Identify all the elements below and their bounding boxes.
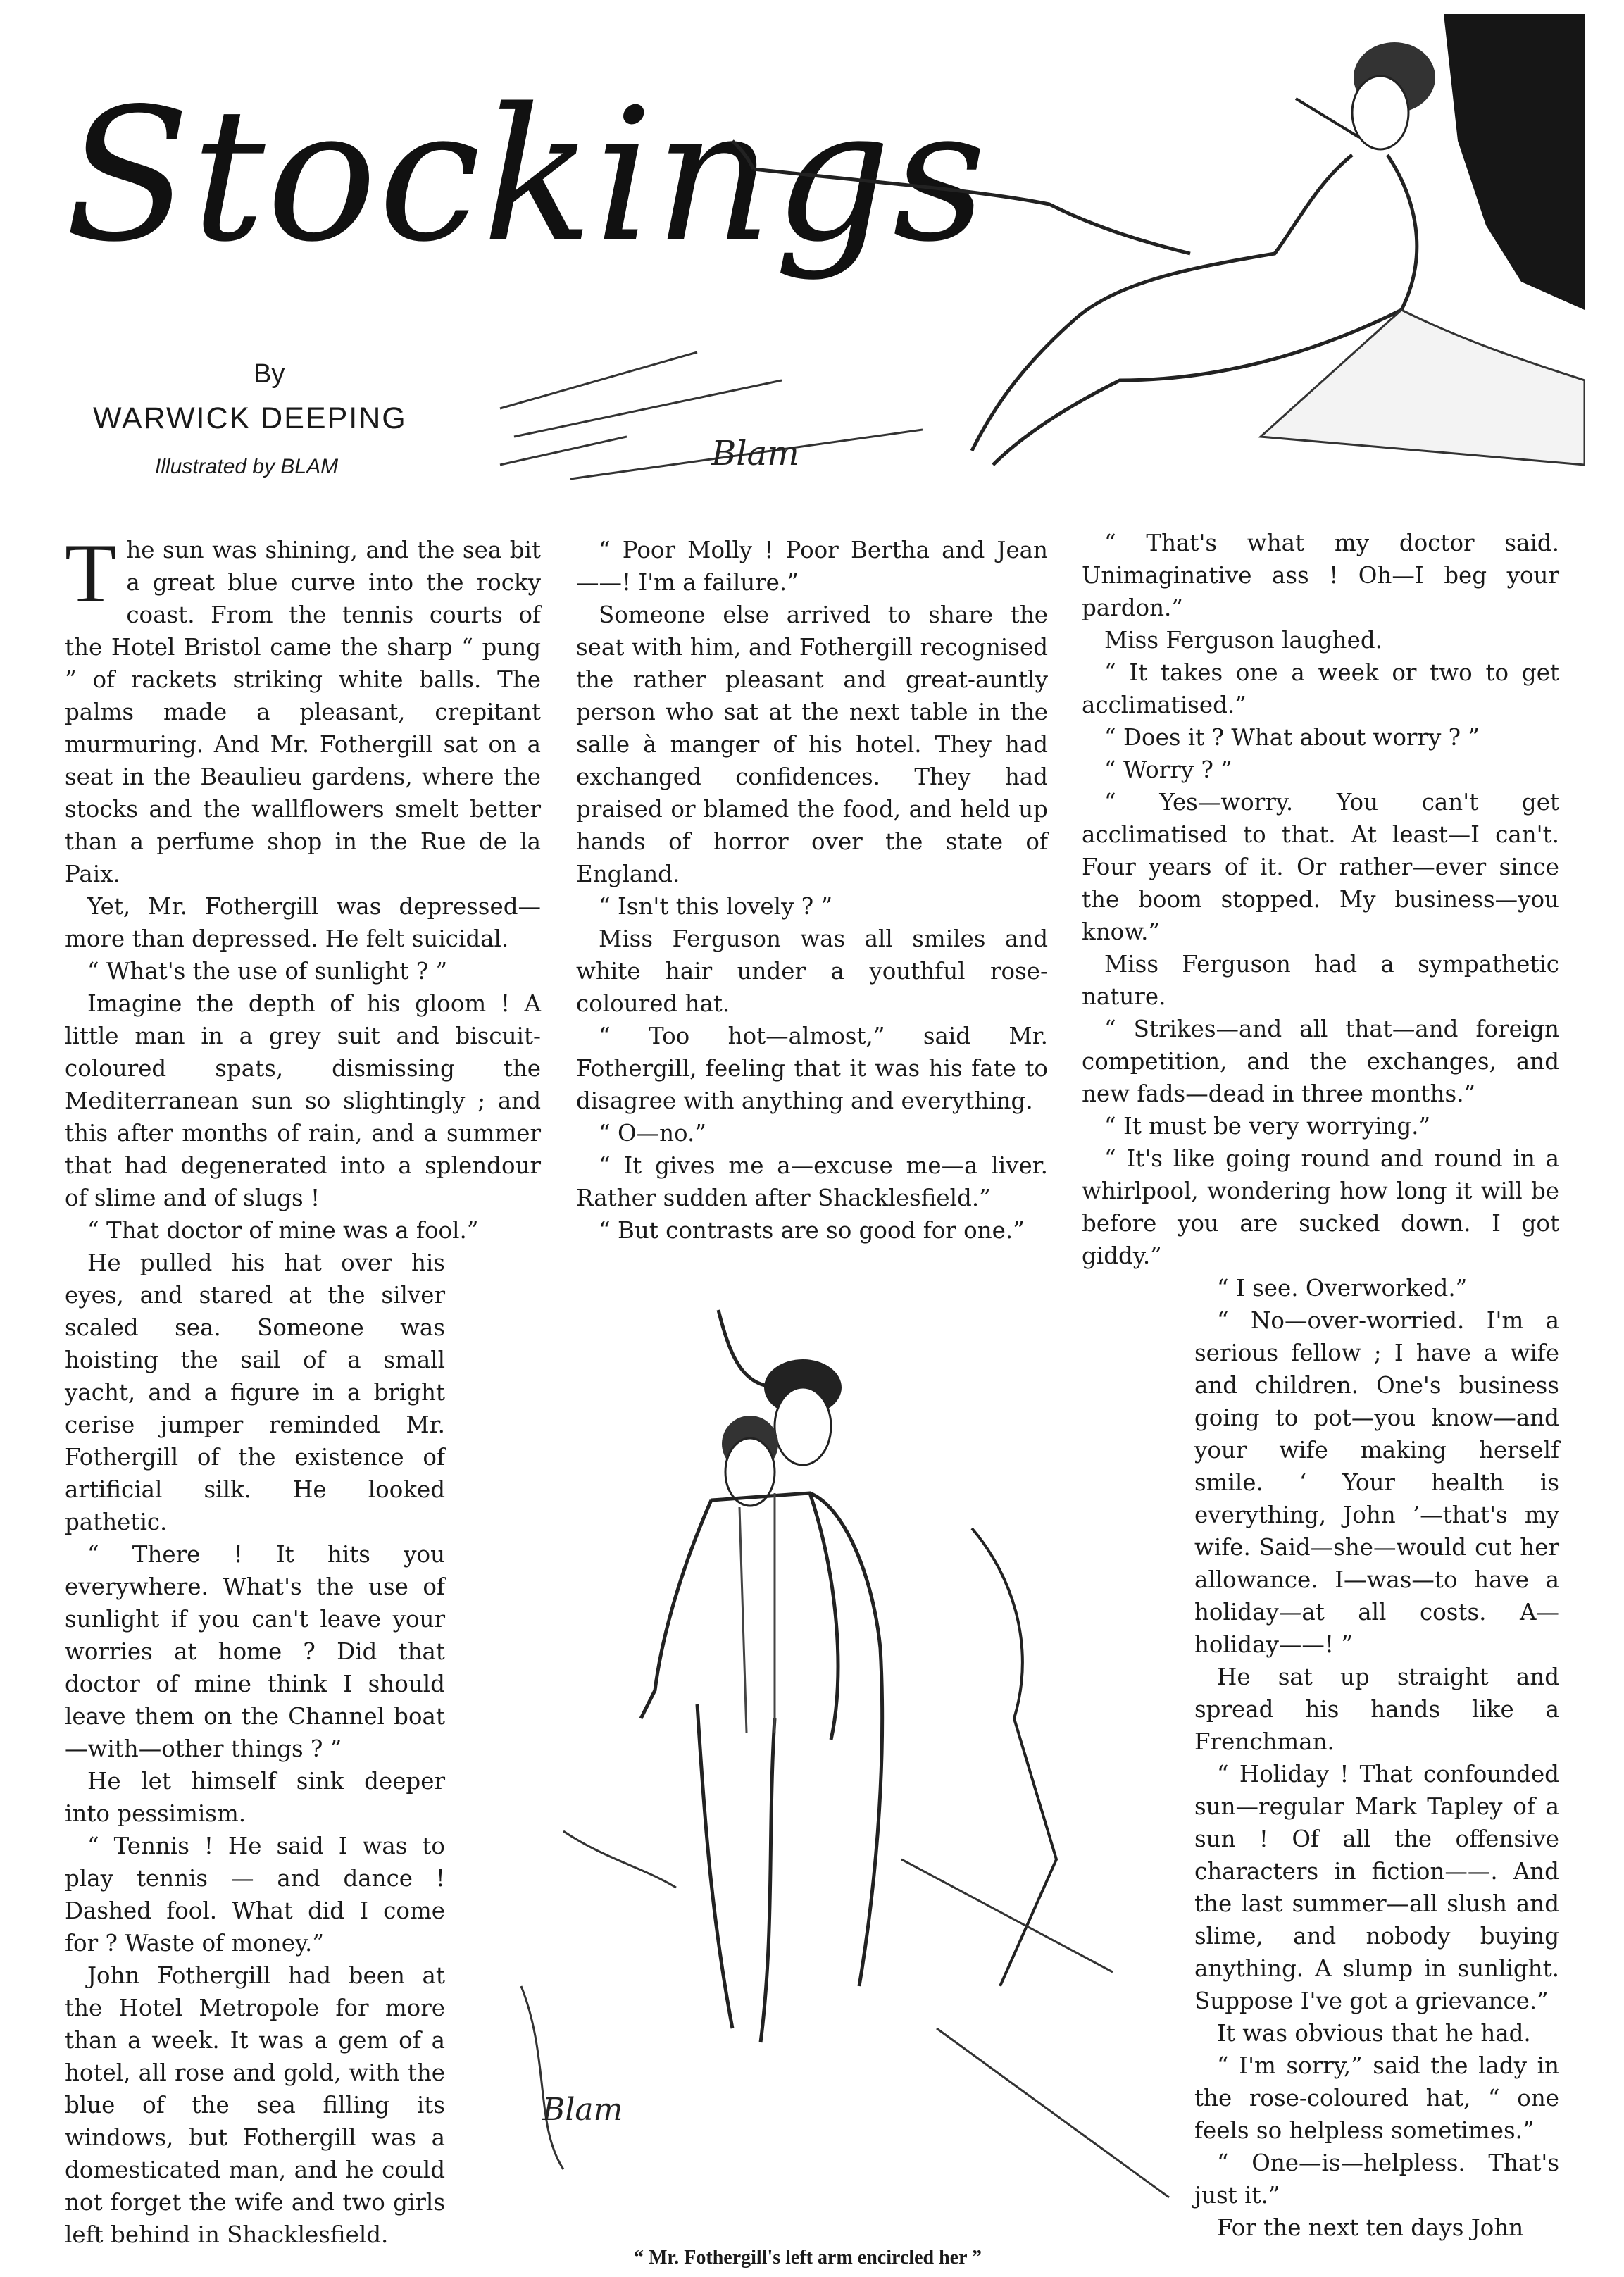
byline-by: By bbox=[254, 359, 285, 389]
paragraph: “ Strikes—and all that—and foreign competition, and the exchanges, and new fads—dead in three months.” bbox=[1082, 1016, 1559, 1107]
paragraph: “ No—over-worried. I'm a serious fellow ; I have a wife and children. One's business going to pot—you know—and your wife making herself smile. ‘ Your health is everything, John ’—that's my wife. Said—she—would cut her allowance. I—was—to have a holiday—at all costs. A—holiday——! ” bbox=[1194, 1307, 1559, 1658]
paragraph: “ It must be very worrying.” bbox=[1104, 1113, 1431, 1140]
paragraph: “ Poor Molly ! Poor Bertha and Jean——! I'm a failure.” bbox=[576, 537, 1048, 596]
illustration-reclining-woman bbox=[486, 14, 1585, 500]
paragraph: He let himself sink deeper into pessimism. bbox=[65, 1768, 445, 1827]
paragraph: “ It's like going round and round in a whirlpool, wondering how long it will be before you are sucked down. I got giddy.” bbox=[1082, 1145, 1559, 1269]
signature-top: Blam bbox=[711, 434, 799, 473]
paragraph: “ One—is—helpless. That's just it.” bbox=[1194, 2150, 1559, 2209]
paragraph: “ It gives me a—excuse me—a liver. Rather sudden after Shacklesfield.” bbox=[576, 1152, 1048, 1211]
illustration-caption: “ Mr. Fothergill's left arm encircled her ” bbox=[634, 2247, 982, 2269]
paragraph: The sun was shining, and the sea bit a great blue curve into the rocky coast. From the tennis courts of the Hotel Bristol came the sharp “ pung ” of rackets striking white balls. The palms made a pleasant, crepitant murmuring. And Mr. Fothergill sat on a seat in the Beaulieu gardens, where the stocks and the wallflowers smelt better than a perfume shop in the Rue de la Paix. bbox=[65, 526, 541, 887]
paragraph: Yet, Mr. Fothergill was depressed—more than depressed. He felt suicidal. bbox=[65, 893, 541, 952]
paragraph: John Fothergill had been at the Hotel Metropole for more than a week. It was a gem of a hotel, all rose and gold, with the blue of the sea filling its windows, but Fothergill was a domesticated man, and he could not forget the wife and two girls left behind in Shacklesfield. bbox=[65, 1962, 445, 2248]
signature-bottom: Blam bbox=[542, 2092, 623, 2128]
paragraph: For the next ten days John bbox=[1217, 2214, 1524, 2241]
illustrator-credit: Illustrated by BLAM bbox=[155, 455, 339, 478]
paragraph: “ Tennis ! He said I was to play tennis — and dance ! Dashed fool. What did I come for ? Waste of money.” bbox=[65, 1833, 445, 1957]
paragraph: “ What's the use of sunlight ? ” bbox=[87, 958, 448, 985]
paragraph: “ Too hot—almost,” said Mr. Fothergill, feeling that it was his fate to disagree with anything and everything. bbox=[576, 1023, 1048, 1114]
paragraph: “ It takes one a week or two to get acclimatised.” bbox=[1082, 659, 1559, 718]
column-3 bbox=[1082, 527, 1559, 2244]
paragraph: “ Holiday ! That confounded sun—regular Mark Tapley of a sun ! Of all the offensive characters in fiction——. And the last summer—all slush and slime, and nobody buying anything. A slump in sunlight. Suppose I've got a grievance.” bbox=[1194, 1761, 1559, 2014]
author-name: WARWICK DEEPING bbox=[93, 401, 407, 435]
paragraph: “ That's what my doctor said. Unimaginative ass ! Oh—I beg your pardon.” bbox=[1082, 530, 1559, 621]
paragraph: “ Isn't this lovely ? ” bbox=[599, 893, 833, 920]
paragraph: Miss Ferguson was all smiles and white hair under a youthful rose-coloured hat. bbox=[576, 925, 1048, 1017]
paragraph: He pulled his hat over his eyes, and stared at the silver scaled sea. Someone was hoisting the sail of a small yacht, and a figure in a bright cerise jumper reminded Mr. Fothergill of the existence of artificial silk. He looked pathetic. bbox=[65, 1249, 445, 1535]
paragraph: Miss Ferguson had a sympathetic nature. bbox=[1082, 951, 1559, 1010]
paragraph: “ Does it ? What about worry ? ” bbox=[1104, 724, 1480, 751]
paragraph: He sat up straight and spread his hands like a Frenchman. bbox=[1194, 1664, 1559, 1755]
paragraph: “ That doctor of mine was a fool.” bbox=[87, 1217, 479, 1244]
illustration-couple bbox=[479, 1282, 1183, 2219]
paragraph: Imagine the depth of his gloom ! A little man in a grey suit and biscuit-coloured spats, dismissing the Mediterranean sun so slightingly ; and this after months of rain, and a summer that had degenerated into a splendour of slime and of slugs ! bbox=[65, 990, 541, 1211]
drop-cap: T bbox=[65, 526, 117, 620]
paragraph: “ Yes—worry. You can't get acclimatised to that. At least—I can't. Four years of it. Or rather—ever since the boom stopped. My business—you know.” bbox=[1082, 789, 1559, 945]
paragraph: It was obvious that he had. bbox=[1217, 2020, 1531, 2047]
column-2 bbox=[576, 534, 1048, 1247]
paragraph: “ But contrasts are so good for one.” bbox=[599, 1217, 1025, 1244]
paragraph: “ O—no.” bbox=[599, 1120, 706, 1147]
paragraph: “ I'm sorry,” said the lady in the rose-coloured hat, “ one feels so helpless sometimes.” bbox=[1194, 2052, 1559, 2144]
paragraph: “ Worry ? ” bbox=[1104, 756, 1232, 783]
paragraph: “ There ! It hits you everywhere. What's the use of sunlight if you can't leave your worries at home ? Did that doctor of mine think I should leave them on the Channel boat—with—other things ? ” bbox=[65, 1541, 445, 1762]
paragraph: Someone else arrived to share the seat with him, and Fothergill recognised the rather pleasant and great-auntly person who sat at the next table in the salle à manger of his hotel. They had exchanged confidences. They had praised or blamed the food, and held up hands of horror over the state of England. bbox=[576, 601, 1048, 887]
article-title: Stockings bbox=[65, 70, 988, 282]
paragraph: “ I see. Overworked.” bbox=[1217, 1275, 1468, 1302]
column-1 bbox=[65, 526, 541, 2251]
paragraph: Miss Ferguson laughed. bbox=[1104, 627, 1382, 654]
